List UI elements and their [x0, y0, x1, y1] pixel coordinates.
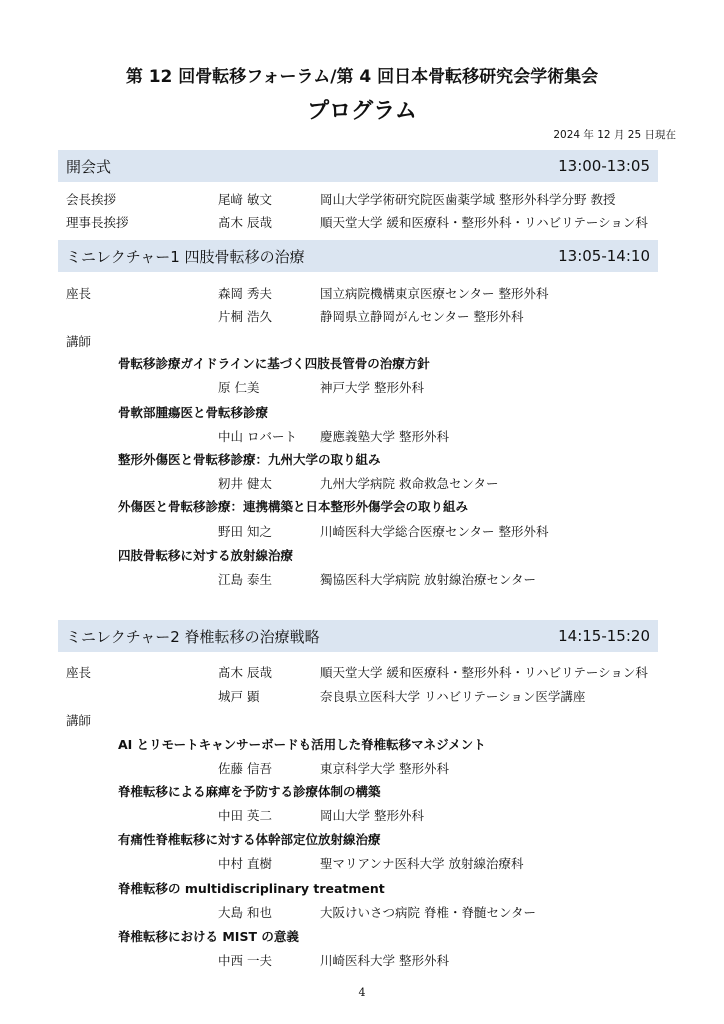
person-name: 中西 一夫: [218, 953, 272, 968]
speaker-row: [0, 854, 724, 874]
talk-title: AI とリモートキャンサーボードも活用した脊椎転移マネジメント: [118, 737, 486, 752]
talk-title: 骨軟部腫瘍医と骨転移診療: [118, 405, 269, 420]
section-time: 13:00-13:05: [558, 157, 650, 175]
lecturer-label: 講師: [66, 334, 92, 349]
talk-title: 脊椎転移の multidiscriplinary treatment: [118, 881, 385, 896]
affiliation: 川崎医科大学総合医療センター 整形外科: [320, 524, 549, 539]
talk-title: 外傷医と骨転移診療：連携構築と日本整形外傷学会の取り組み: [118, 499, 469, 514]
speaker-row: [0, 474, 724, 494]
person-name: 佐藤 信吾: [218, 761, 272, 776]
talk-title: 四肢骨転移に対する放射線治療: [118, 548, 294, 563]
affiliation: 大阪けいさつ病院 脊椎・脊髄センター: [320, 905, 536, 920]
page-title: 第 12 回骨転移フォーラム/第 4 回日本骨転移研究会学術集会: [125, 67, 599, 87]
talk-title: 整形外傷医と骨転移診療：九州大学の取り組み: [118, 452, 381, 467]
person-name: 籾井 健太: [218, 476, 272, 491]
chair-label: 座長: [66, 665, 92, 680]
as-of-date: 2024 年 12 月 25 日現在: [553, 129, 676, 141]
affiliation: 川崎医科大学 整形外科: [320, 953, 449, 968]
speaker-row: [0, 951, 724, 971]
person-name: 大島 和也: [218, 905, 272, 920]
person-name: 中村 直樹: [218, 856, 272, 871]
person-name: 原 仁美: [218, 380, 260, 395]
chair-row: [0, 663, 724, 683]
person-name: 野田 知之: [218, 524, 272, 539]
role-label: 理事長挨拶: [66, 215, 129, 230]
speaker-row: [0, 522, 724, 542]
opening-row: [0, 213, 724, 233]
talk-title: 脊椎転移における MIST の意義: [118, 929, 299, 944]
section-time: 14:15-15:20: [558, 627, 650, 645]
section-header-lecture1: [58, 240, 658, 272]
talk-title: 骨転移診療ガイドラインに基づく四肢長管骨の治療方針: [118, 356, 430, 371]
opening-row: [0, 190, 724, 210]
section-time: 13:05-14:10: [558, 247, 650, 265]
affiliation: 国立病院機構東京医療センター 整形外科: [320, 286, 549, 301]
page-subtitle: プログラム: [307, 99, 417, 124]
section-title: ミニレクチャー1 四肢骨転移の治療: [66, 247, 305, 266]
affiliation: 順天堂大学 緩和医療科・整形外科・リハビリテーション科: [320, 215, 648, 230]
section-title: ミニレクチャー2 脊椎転移の治療戦略: [66, 627, 320, 646]
affiliation: 奈良県立医科大学 リハビリテーション医学講座: [320, 689, 586, 704]
talk-title: 脊椎転移による麻痺を予防する診療体制の構築: [118, 784, 381, 799]
affiliation: 聖マリアンナ医科大学 放射線治療科: [320, 856, 524, 871]
section-header-opening: [58, 150, 658, 182]
chair-row: [0, 307, 724, 327]
section-header-lecture2: [58, 620, 658, 652]
page-number: 4: [358, 986, 366, 999]
person-name: 髙木 辰哉: [218, 215, 272, 230]
speaker-row: [0, 570, 724, 590]
chair-row: [0, 687, 724, 707]
affiliation: 静岡県立静岡がんセンター 整形外科: [320, 309, 524, 324]
speaker-row: [0, 427, 724, 447]
speaker-row: [0, 378, 724, 398]
person-name: 城戸 顕: [218, 689, 260, 704]
chair-label: 座長: [66, 286, 92, 301]
affiliation: 九州大学病院 救命救急センター: [320, 476, 499, 491]
speaker-row: [0, 806, 724, 826]
affiliation: 神戸大学 整形外科: [320, 380, 424, 395]
person-name: 尾﨑 敏文: [218, 192, 272, 207]
speaker-row: [0, 759, 724, 779]
person-name: 中田 英二: [218, 808, 272, 823]
speaker-row: [0, 903, 724, 923]
person-name: 江島 泰生: [218, 572, 272, 587]
lecturer-label: 講師: [66, 713, 92, 728]
chair-row: [0, 284, 724, 304]
affiliation: 慶應義塾大学 整形外科: [320, 429, 449, 444]
affiliation: 順天堂大学 緩和医療科・整形外科・リハビリテーション科: [320, 665, 648, 680]
affiliation: 東京科学大学 整形外科: [320, 761, 449, 776]
person-name: 中山 ロバート: [218, 429, 297, 444]
talk-title: 有痛性脊椎転移に対する体幹部定位放射線治療: [118, 832, 381, 847]
affiliation: 岡山大学学術研究院医歯薬学域 整形外科学分野 教授: [320, 192, 616, 207]
section-title: 開会式: [66, 157, 112, 176]
person-name: 森岡 秀夫: [218, 286, 272, 301]
person-name: 髙木 辰哉: [218, 665, 272, 680]
affiliation: 獨協医科大学病院 放射線治療センター: [320, 572, 536, 587]
role-label: 会長挨拶: [66, 192, 117, 207]
person-name: 片桐 浩久: [218, 309, 272, 324]
affiliation: 岡山大学 整形外科: [320, 808, 424, 823]
